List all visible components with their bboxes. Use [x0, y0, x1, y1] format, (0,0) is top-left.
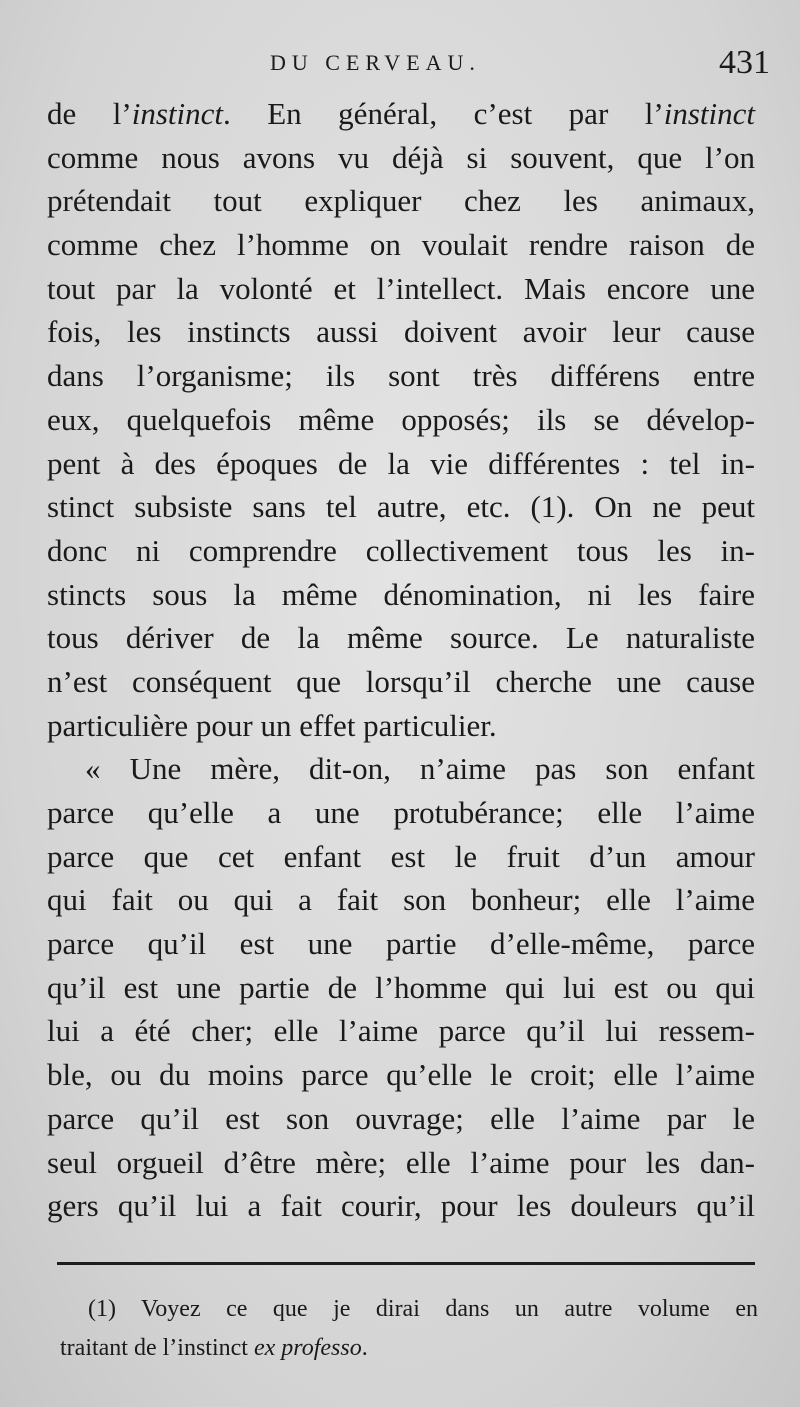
- text-line: qui fait ou qui a fait son bonheur; elle l’aime: [47, 882, 755, 918]
- text-line: n’est conséquent que lorsqu’il cherche une cause: [47, 663, 755, 699]
- footnote-line: traitant de l’instinct ex professo.: [60, 1335, 368, 1361]
- paragraph-start-line: « Une mère, dit-on, n’aime pas son enfant: [85, 751, 755, 787]
- text-line: parce qu’elle a une protubérance; elle l’aime: [47, 795, 755, 830]
- text-line: comme nous avons vu déjà si souvent, que l’on: [47, 139, 755, 175]
- text-line: comme chez l’homme on voulait rendre raison de: [47, 227, 755, 263]
- paragraph-end-line: particulière pour un effet particulier.: [47, 707, 497, 743]
- text-line: stincts sous la même dénomination, ni les faire: [47, 576, 755, 612]
- text-line: lui a été cher; elle l’aime parce qu’il lui ressem-: [47, 1013, 755, 1049]
- text-line: seul orgueil d’être mère; elle l’aime pour les dan-: [47, 1144, 755, 1180]
- running-title: DU CERVEAU.: [270, 50, 481, 75]
- running-head: [0, 44, 800, 84]
- text-line: parce que cet enfant est le fruit d’un amour: [47, 838, 755, 874]
- text-line: parce qu’il est son ouvrage; elle l’aime par le: [47, 1100, 755, 1136]
- footnote-line: (1) Voyez ce que je dirai dans un autre volume en: [88, 1296, 758, 1322]
- text-line: tous dériver de la même source. Le naturaliste: [47, 620, 755, 656]
- text-line: parce qu’il est une partie d’elle-même, parce: [47, 926, 755, 962]
- footnote-divider: [57, 1262, 755, 1265]
- page-number: 431: [719, 44, 770, 81]
- text-line: qu’il est une partie de l’homme qui lui est ou qui: [47, 969, 755, 1005]
- text-line: eux, quelquefois même opposés; ils se dévelop-: [47, 401, 755, 437]
- text-line: donc ni comprendre collectivement tous les in-: [47, 532, 755, 568]
- text-line: stinct subsiste sans tel autre, etc. (1). On ne peut: [47, 489, 755, 525]
- text-line: prétendait tout expliquer chez les animaux,: [47, 183, 755, 219]
- footnote: [60, 1290, 758, 1368]
- text-line: gers qu’il lui a fait courir, pour les douleurs qu’il: [47, 1188, 755, 1224]
- body-text: [47, 92, 755, 1228]
- text-line: ble, ou du moins parce qu’elle le croit; elle l’aime: [47, 1057, 755, 1093]
- text-line: fois, les instincts aussi doivent avoir leur cause: [47, 314, 755, 350]
- text-line: tout par la volonté et l’intellect. Mais encore une: [47, 270, 755, 306]
- text-line: pent à des époques de la vie différentes : tel in-: [47, 445, 755, 481]
- text-line: dans l’organisme; ils sont très différens entre: [47, 358, 755, 394]
- text-line: de l’instinct. En général, c’est par l’instinct: [47, 96, 755, 131]
